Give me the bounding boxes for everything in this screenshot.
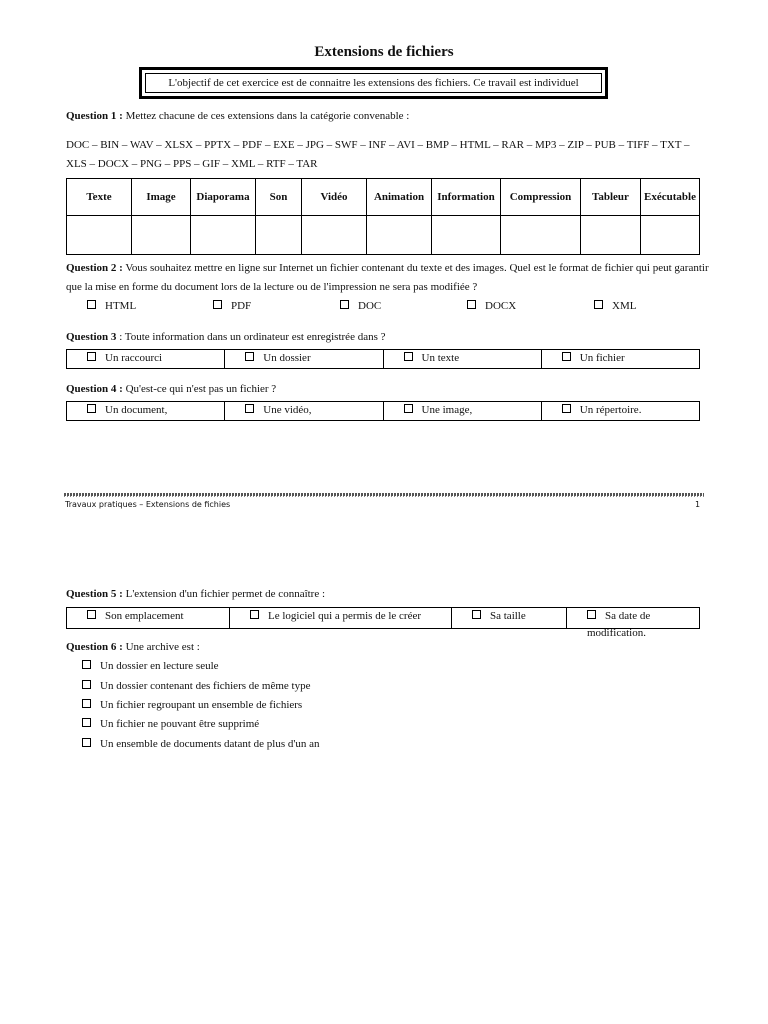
checkbox-icon[interactable] bbox=[82, 718, 91, 727]
q3-option-raccourci[interactable]: Un raccourci bbox=[67, 350, 225, 368]
answer-row bbox=[67, 216, 700, 255]
answer-cell-texte[interactable] bbox=[67, 216, 132, 255]
q6-option-5[interactable]: Un ensemble de documents datant de plus d'un an bbox=[82, 738, 319, 750]
q4-option-image[interactable]: Une image, bbox=[384, 402, 542, 420]
checkbox-icon[interactable] bbox=[472, 610, 481, 619]
category-information: Information bbox=[432, 179, 501, 216]
answer-cell-son[interactable] bbox=[256, 216, 302, 255]
category-diaporama: Diaporama bbox=[191, 179, 256, 216]
category-image: Image bbox=[132, 179, 191, 216]
checkbox-icon[interactable] bbox=[87, 610, 96, 619]
category-executable: Exécutable bbox=[641, 179, 700, 216]
answer-cell-executable[interactable] bbox=[641, 216, 700, 255]
answer-cell-animation[interactable] bbox=[367, 216, 432, 255]
q6-option-4[interactable]: Un fichier ne pouvant être supprimé bbox=[82, 718, 259, 730]
q6-option-1[interactable]: Un dossier en lecture seule bbox=[82, 660, 219, 672]
category-texte: Texte bbox=[67, 179, 132, 216]
q5-option-logiciel[interactable]: Le logiciel qui a permis de le créer bbox=[230, 608, 452, 628]
q5-option-date[interactable]: Sa date de modification. bbox=[587, 610, 651, 639]
checkbox-icon[interactable] bbox=[594, 300, 603, 309]
q2-option-xml[interactable]: XML bbox=[594, 300, 636, 312]
question-6: Question 6 : Une archive est : bbox=[66, 641, 200, 653]
checkbox-icon[interactable] bbox=[467, 300, 476, 309]
q2-option-docx[interactable]: DOCX bbox=[467, 300, 516, 312]
answer-cell-tableur[interactable] bbox=[581, 216, 641, 255]
footer-divider-2 bbox=[64, 496, 704, 497]
checkbox-icon[interactable] bbox=[82, 699, 91, 708]
checkbox-icon[interactable] bbox=[562, 404, 571, 413]
answer-cell-diaporama[interactable] bbox=[191, 216, 256, 255]
category-table bbox=[66, 178, 700, 255]
answer-cell-video[interactable] bbox=[302, 216, 367, 255]
q3-option-fichier[interactable]: Un fichier bbox=[542, 350, 699, 368]
category-tableur: Tableur bbox=[581, 179, 641, 216]
extensions-line-1: DOC – BIN – WAV – XLSX – PPTX – PDF – EXE – JPG – SWF – INF – AVI – BMP – HTML – RAR – MP3 – ZIP – PUB – TIFF – TXT – bbox=[66, 139, 690, 151]
q4-option-repertoire[interactable]: Un répertoire. bbox=[542, 402, 699, 420]
checkbox-icon[interactable] bbox=[82, 680, 91, 689]
objective-box bbox=[141, 69, 606, 97]
question-2: Question 2 : Vous souhaitez mettre en ligne sur Internet un fichier contenant du texte et des images. Quel est le format de fichier qui peut garantir bbox=[66, 262, 709, 274]
checkbox-icon[interactable] bbox=[562, 352, 571, 361]
q5-option-taille[interactable]: Sa taille bbox=[452, 608, 567, 628]
question-4: Question 4 : Qu'est-ce qui n'est pas un fichier ? bbox=[66, 383, 277, 395]
q4-option-document[interactable]: Un document, bbox=[67, 402, 225, 420]
checkbox-icon[interactable] bbox=[82, 738, 91, 747]
q3-option-dossier[interactable]: Un dossier bbox=[225, 350, 383, 368]
checkbox-icon[interactable] bbox=[245, 352, 254, 361]
checkbox-icon[interactable] bbox=[587, 610, 596, 619]
checkbox-icon[interactable] bbox=[82, 660, 91, 669]
q4-options bbox=[66, 401, 700, 421]
q5-option-emplacement[interactable]: Son emplacement bbox=[67, 608, 230, 628]
checkbox-icon[interactable] bbox=[213, 300, 222, 309]
q3-option-texte[interactable]: Un texte bbox=[384, 350, 542, 368]
answer-cell-compression[interactable] bbox=[501, 216, 581, 255]
category-son: Son bbox=[256, 179, 302, 216]
q4-option-video[interactable]: Une vidéo, bbox=[225, 402, 383, 420]
q2-option-html[interactable]: HTML bbox=[87, 300, 136, 312]
category-header-row bbox=[67, 179, 700, 216]
q5-options bbox=[66, 607, 700, 639]
answer-cell-image[interactable] bbox=[132, 216, 191, 255]
checkbox-icon[interactable] bbox=[250, 610, 259, 619]
checkbox-icon[interactable] bbox=[404, 404, 413, 413]
checkbox-icon[interactable] bbox=[404, 352, 413, 361]
question-1: Question 1 : Mettez chacune de ces extensions dans la catégorie convenable : bbox=[66, 110, 410, 122]
objective-text: L'objectif de cet exercice est de connaitre les extensions des fichiers. Ce travail est individuel bbox=[145, 73, 602, 93]
question-2-cont: que la mise en forme du document lors de la lecture ou de l'impression ne sera pas modifiée ? bbox=[66, 281, 478, 293]
extensions-line-2: XLS – DOCX – PNG – PPS – GIF – XML – RTF – TAR bbox=[66, 158, 318, 170]
checkbox-icon[interactable] bbox=[245, 404, 254, 413]
checkbox-icon[interactable] bbox=[87, 352, 96, 361]
answer-cell-information[interactable] bbox=[432, 216, 501, 255]
checkbox-icon[interactable] bbox=[87, 404, 96, 413]
category-compression: Compression bbox=[501, 179, 581, 216]
q6-option-2[interactable]: Un dossier contenant des fichiers de même type bbox=[82, 680, 310, 692]
footer-title: Travaux pratiques – Extensions de fichies bbox=[65, 500, 231, 509]
checkbox-icon[interactable] bbox=[87, 300, 96, 309]
q2-option-pdf[interactable]: PDF bbox=[213, 300, 251, 312]
question-3: Question 3 : Toute information dans un ordinateur est enregistrée dans ? bbox=[66, 331, 386, 343]
q3-options bbox=[66, 349, 700, 369]
category-animation: Animation bbox=[367, 179, 432, 216]
checkbox-icon[interactable] bbox=[340, 300, 349, 309]
q2-option-doc[interactable]: DOC bbox=[340, 300, 381, 312]
page-number: 1 bbox=[695, 500, 701, 509]
page-title: Extensions de fichiers bbox=[314, 44, 454, 60]
category-video: Vidéo bbox=[302, 179, 367, 216]
q6-option-3[interactable]: Un fichier regroupant un ensemble de fichiers bbox=[82, 699, 302, 711]
question-5: Question 5 : L'extension d'un fichier permet de connaître : bbox=[66, 588, 326, 600]
